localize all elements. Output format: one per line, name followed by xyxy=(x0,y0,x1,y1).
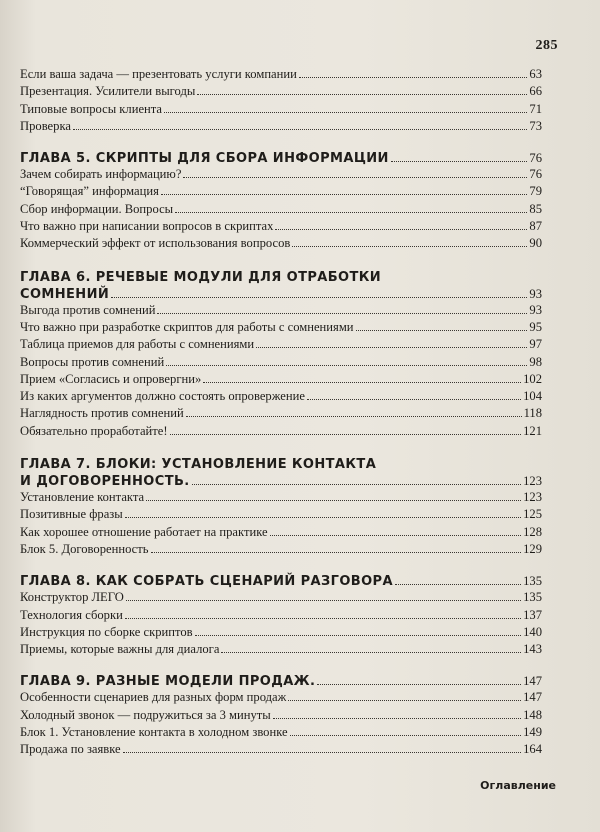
entry-title: Блок 5. Договоренность xyxy=(20,541,149,556)
dot-leader xyxy=(307,390,521,400)
dot-leader xyxy=(123,743,521,753)
entry-page-number: 125 xyxy=(523,507,542,522)
dot-leader xyxy=(170,425,522,435)
dot-leader xyxy=(290,726,521,736)
dot-leader xyxy=(192,474,522,485)
toc-entry xyxy=(20,689,542,706)
chapter-section xyxy=(20,269,542,440)
toc-entry xyxy=(20,524,542,541)
entry-title: Что важно при написании вопросов в скриптах xyxy=(20,219,274,234)
toc-entry xyxy=(20,354,542,371)
toc-entry xyxy=(20,741,542,758)
entry-title: “Говорящая” информация xyxy=(20,184,159,199)
entry-page-number: 129 xyxy=(523,541,542,556)
chapter-title-line: ГЛАВА 9. РАЗНЫЕ МОДЕЛИ ПРОДАЖ. xyxy=(20,674,316,690)
toc-entry xyxy=(20,405,542,422)
chapter-heading xyxy=(20,287,542,302)
dot-leader xyxy=(161,185,527,195)
entry-title: Таблица приемов для работы с сомнениями xyxy=(20,337,255,352)
entry-page-number: 79 xyxy=(529,184,542,199)
page-number: 285 xyxy=(535,38,558,53)
dot-leader xyxy=(125,508,521,518)
toc-entry xyxy=(20,302,542,319)
entry-page-number: 148 xyxy=(523,707,542,722)
chapter-heading xyxy=(20,574,542,589)
entry-page-number: 140 xyxy=(523,624,542,639)
entry-title: Обязательно проработайте! xyxy=(20,423,168,438)
toc-entry xyxy=(20,506,542,523)
entry-title: Выгода против сомнений xyxy=(20,302,156,317)
entry-page-number: 63 xyxy=(529,67,542,81)
entry-title: Коммерческий эффект от использования вопросов xyxy=(20,236,291,251)
toc-entry xyxy=(20,423,542,440)
toc-entry xyxy=(20,371,542,388)
entry-title: Прием «Согласись и опровергни» xyxy=(20,371,202,386)
dot-leader xyxy=(175,203,527,213)
dot-leader xyxy=(270,526,522,536)
chapter-page-number: 135 xyxy=(523,574,542,589)
toc-entry xyxy=(20,183,542,200)
entry-title: Презентация. Усилители выгоды xyxy=(20,84,196,99)
chapter-page-number: 93 xyxy=(529,286,542,301)
entry-page-number: 90 xyxy=(529,236,542,251)
dot-leader xyxy=(146,491,521,501)
entry-page-number: 149 xyxy=(523,725,542,740)
chapter-heading xyxy=(20,674,542,689)
dot-leader xyxy=(292,237,527,247)
dot-leader xyxy=(125,609,521,619)
dot-leader xyxy=(391,151,528,162)
dot-leader xyxy=(273,709,521,719)
dot-leader xyxy=(126,591,521,601)
toc-entry xyxy=(20,336,542,353)
dot-leader xyxy=(183,168,527,178)
entry-page-number: 73 xyxy=(529,118,542,133)
dot-leader xyxy=(157,304,527,314)
chapter-page-number: 123 xyxy=(523,474,542,489)
chapter-section xyxy=(20,574,542,658)
entry-page-number: 76 xyxy=(529,167,542,182)
dot-leader xyxy=(195,626,522,636)
toc-entry xyxy=(20,489,542,506)
entry-title: Наглядность против сомнений xyxy=(20,406,184,421)
toc-entry xyxy=(20,218,542,235)
toc-entry xyxy=(20,607,542,624)
toc-entry xyxy=(20,166,542,183)
entry-title: Типовые вопросы клиента xyxy=(20,101,163,116)
chapter-page-number: 76 xyxy=(529,151,542,166)
table-of-contents xyxy=(20,66,542,759)
toc-entry xyxy=(20,641,542,658)
entry-page-number: 128 xyxy=(523,524,542,539)
toc-entry xyxy=(20,201,542,218)
chapter-title-line: СОМНЕНИЙ xyxy=(20,286,110,302)
toc-entry xyxy=(20,319,542,336)
dot-leader xyxy=(256,338,527,348)
entry-title: Установление контакта xyxy=(20,490,145,505)
entry-title: Конструктор ЛЕГО xyxy=(20,590,124,605)
entry-title: Вопросы против сомнений xyxy=(20,354,165,369)
toc-entry xyxy=(20,541,542,558)
dot-leader xyxy=(186,407,522,417)
entry-page-number: 87 xyxy=(529,219,542,234)
dot-leader xyxy=(288,691,521,701)
entry-title: Если ваша задача — презентовать услуги компании xyxy=(20,67,297,81)
chapter-heading xyxy=(20,151,542,166)
chapter-title-line: ГЛАВА 6. РЕЧЕВЫЕ МОДУЛИ ДЛЯ ОТРАБОТКИ xyxy=(20,269,382,285)
entry-title: Из каких аргументов должно состоять опровержение xyxy=(20,389,305,404)
toc-entry xyxy=(20,589,542,606)
dot-leader xyxy=(166,356,527,366)
chapter-title-line: ГЛАВА 7. БЛОКИ: УСТАНОВЛЕНИЕ КОНТАКТА xyxy=(20,457,377,473)
toc-entry xyxy=(20,235,542,252)
entry-page-number: 121 xyxy=(523,423,542,438)
toc-entry xyxy=(20,118,542,135)
entry-page-number: 147 xyxy=(523,690,542,705)
entry-title: Проверка xyxy=(20,118,71,133)
entry-title: Как хорошее отношение работает на практике xyxy=(20,524,268,539)
entry-page-number: 71 xyxy=(529,101,542,116)
entry-page-number: 123 xyxy=(523,490,542,505)
dot-leader xyxy=(164,103,527,113)
dot-leader xyxy=(73,120,527,130)
dot-leader xyxy=(395,574,521,585)
toc-entry xyxy=(20,624,542,641)
chapter-title-line: ГЛАВА 5. СКРИПТЫ ДЛЯ СБОРА ИНФОРМАЦИИ xyxy=(20,151,389,167)
toc-entry xyxy=(20,707,542,724)
toc-entry xyxy=(20,724,542,741)
dot-leader xyxy=(299,68,528,78)
entry-page-number: 102 xyxy=(523,371,542,386)
dot-leader xyxy=(275,220,527,230)
entry-title: Холодный звонок — подружиться за 3 минуты xyxy=(20,707,271,722)
chapter-section xyxy=(20,151,542,252)
chapter-heading xyxy=(20,474,542,489)
toc-entry xyxy=(20,388,542,405)
chapter-section xyxy=(20,674,542,758)
chapter-page-number: 147 xyxy=(523,674,542,689)
entry-page-number: 85 xyxy=(529,201,542,216)
chapter-title-line: И ДОГОВОРЕННОСТЬ. xyxy=(20,474,190,490)
entry-page-number: 97 xyxy=(529,337,542,352)
running-footer: Оглавление xyxy=(480,779,556,792)
dot-leader xyxy=(151,543,522,553)
entry-page-number: 93 xyxy=(529,302,542,317)
entry-title: Сбор информации. Вопросы xyxy=(20,201,174,216)
entry-title: Зачем собирать информацию? xyxy=(20,167,182,182)
dot-leader xyxy=(221,643,521,653)
entry-title: Что важно при разработке скриптов для работы с сомнениями xyxy=(20,319,354,334)
dot-leader xyxy=(203,373,521,383)
entry-page-number: 143 xyxy=(523,642,542,657)
entry-title: Особенности сценариев для разных форм продаж xyxy=(20,690,287,705)
entry-page-number: 98 xyxy=(529,354,542,369)
entry-page-number: 137 xyxy=(523,607,542,622)
toc-entry xyxy=(20,83,542,100)
toc-entry xyxy=(20,66,542,83)
entry-page-number: 95 xyxy=(529,319,542,334)
entry-page-number: 135 xyxy=(523,590,542,605)
dot-leader xyxy=(317,674,521,685)
entry-title: Технология сборки xyxy=(20,607,123,622)
toc-entry xyxy=(20,101,542,118)
chapter-section xyxy=(20,456,542,558)
entry-page-number: 104 xyxy=(523,389,542,404)
entry-page-number: 66 xyxy=(529,84,542,99)
entry-title: Приемы, которые важны для диалога xyxy=(20,642,220,657)
entry-page-number: 118 xyxy=(523,406,542,421)
entry-title: Позитивные фразы xyxy=(20,507,123,522)
dot-leader xyxy=(111,287,527,298)
entry-title: Продажа по заявке xyxy=(20,742,121,757)
chapter-title-line: ГЛАВА 8. КАК СОБРАТЬ СЦЕНАРИЙ РАЗГОВОРА xyxy=(20,574,393,590)
entry-title: Инструкция по сборке скриптов xyxy=(20,624,193,639)
dot-leader xyxy=(197,85,527,95)
dot-leader xyxy=(356,321,528,331)
entry-title: Блок 1. Установление контакта в холодном звонке xyxy=(20,725,288,740)
entry-page-number: 164 xyxy=(523,742,542,757)
